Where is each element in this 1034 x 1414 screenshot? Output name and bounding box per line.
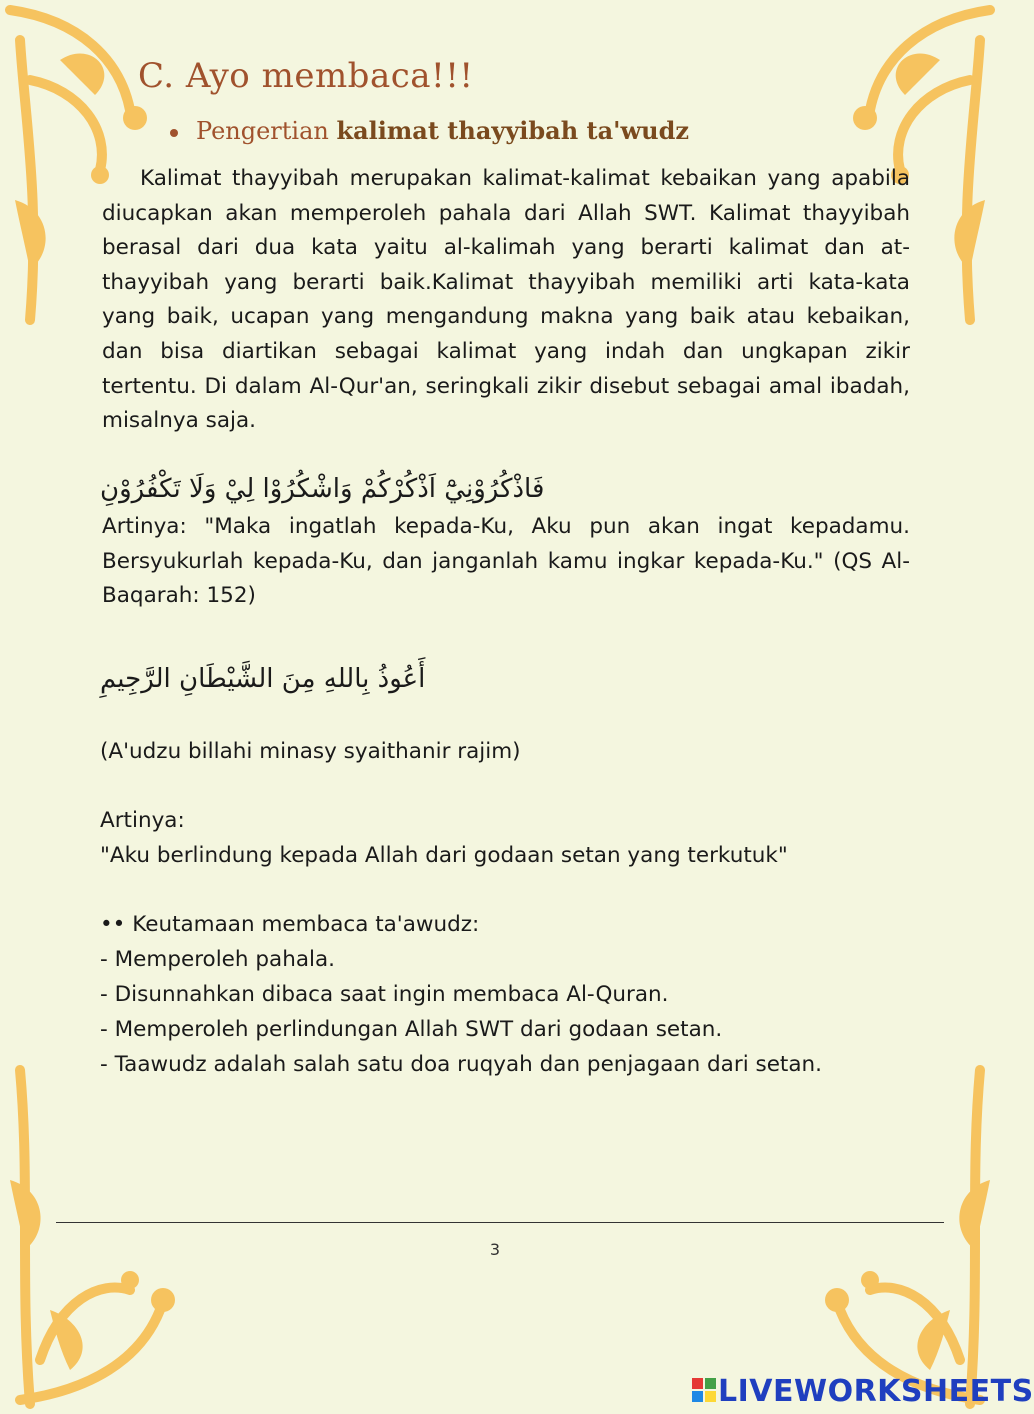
verse-arabic: فَاذْكُرُوْنِيْٓ اَذْكُرْكُمْ وَاشْكُرُوْا لِيْ وَلَا تَكْفُرُوْنِ: [100, 474, 545, 504]
liveworksheets-logo-icon: [692, 1378, 716, 1402]
list-item: - Taawudz adalah salah satu doa ruqyah dan penjagaan dari setan.: [100, 1052, 822, 1077]
list-item: - Memperoleh perlindungan Allah SWT dari godaan setan.: [100, 1017, 723, 1042]
subheading: [170, 116, 689, 145]
taawudz-latin: (A'udzu billahi minasy syaithanir rajim): [100, 739, 521, 764]
taawudz-arabic: أَعُوذُ بِاللهِ مِنَ الشَّيْطَانِ الرَّجِيمِ: [100, 664, 426, 694]
section-heading: C. Ayo membaca!!!: [138, 56, 474, 96]
intro-paragraph: Kalimat thayyibah merupakan kalimat-kalimat kebaikan yang apabila diucapkan akan memperoleh pahala dari Allah SWT. Kalimat thayyibah berasal dari dua kata yaitu al-kalimah yang berarti kalimat dan at-thayyibah yang berarti baik.Kalimat thayyibah memiliki arti kata-kata yang baik, ucapan yang mengandung makna yang baik atau kebaikan, dan bisa diartikan sebagai kalimat yang indah dan ungkapan zikir tertentu. Di dalam Al-Qur'an, seringkali zikir disebut sebagai amal ibadah, misalnya saja.: [102, 166, 910, 434]
bottom-right-ornament: [800, 1060, 1000, 1414]
meaning-text: "Aku berlindung kepada Allah dari godaan setan yang terkutuk": [100, 843, 788, 868]
list-item: - Memperoleh pahala.: [100, 947, 335, 972]
bottom-left-ornament: [0, 1060, 200, 1414]
page-number: 3: [489, 1240, 501, 1259]
list-item: - Disunnahkan dibaca saat ingin membaca Al-Quran.: [100, 982, 669, 1007]
virtues-title: •• Keutamaan membaca ta'awudz:: [100, 912, 480, 937]
footer-divider: [56, 1222, 944, 1223]
brand-wordmark[interactable]: LIVEWORKSHEETS: [718, 1374, 1034, 1409]
meaning-label: Artinya:: [100, 808, 185, 833]
subheading-prefix: Pengertian: [196, 117, 329, 145]
bullet-icon: [170, 129, 178, 137]
subheading-bold: kalimat thayyibah ta'wudz: [336, 116, 690, 145]
verse-translation: Artinya: "Maka ingatlah kepada-Ku, Aku pun akan ingat kepadamu. Bersyukurlah kepada-Ku, dan janganlah kamu ingkar kepada-Ku." (QS Al-Baqarah: 152): [102, 514, 910, 609]
